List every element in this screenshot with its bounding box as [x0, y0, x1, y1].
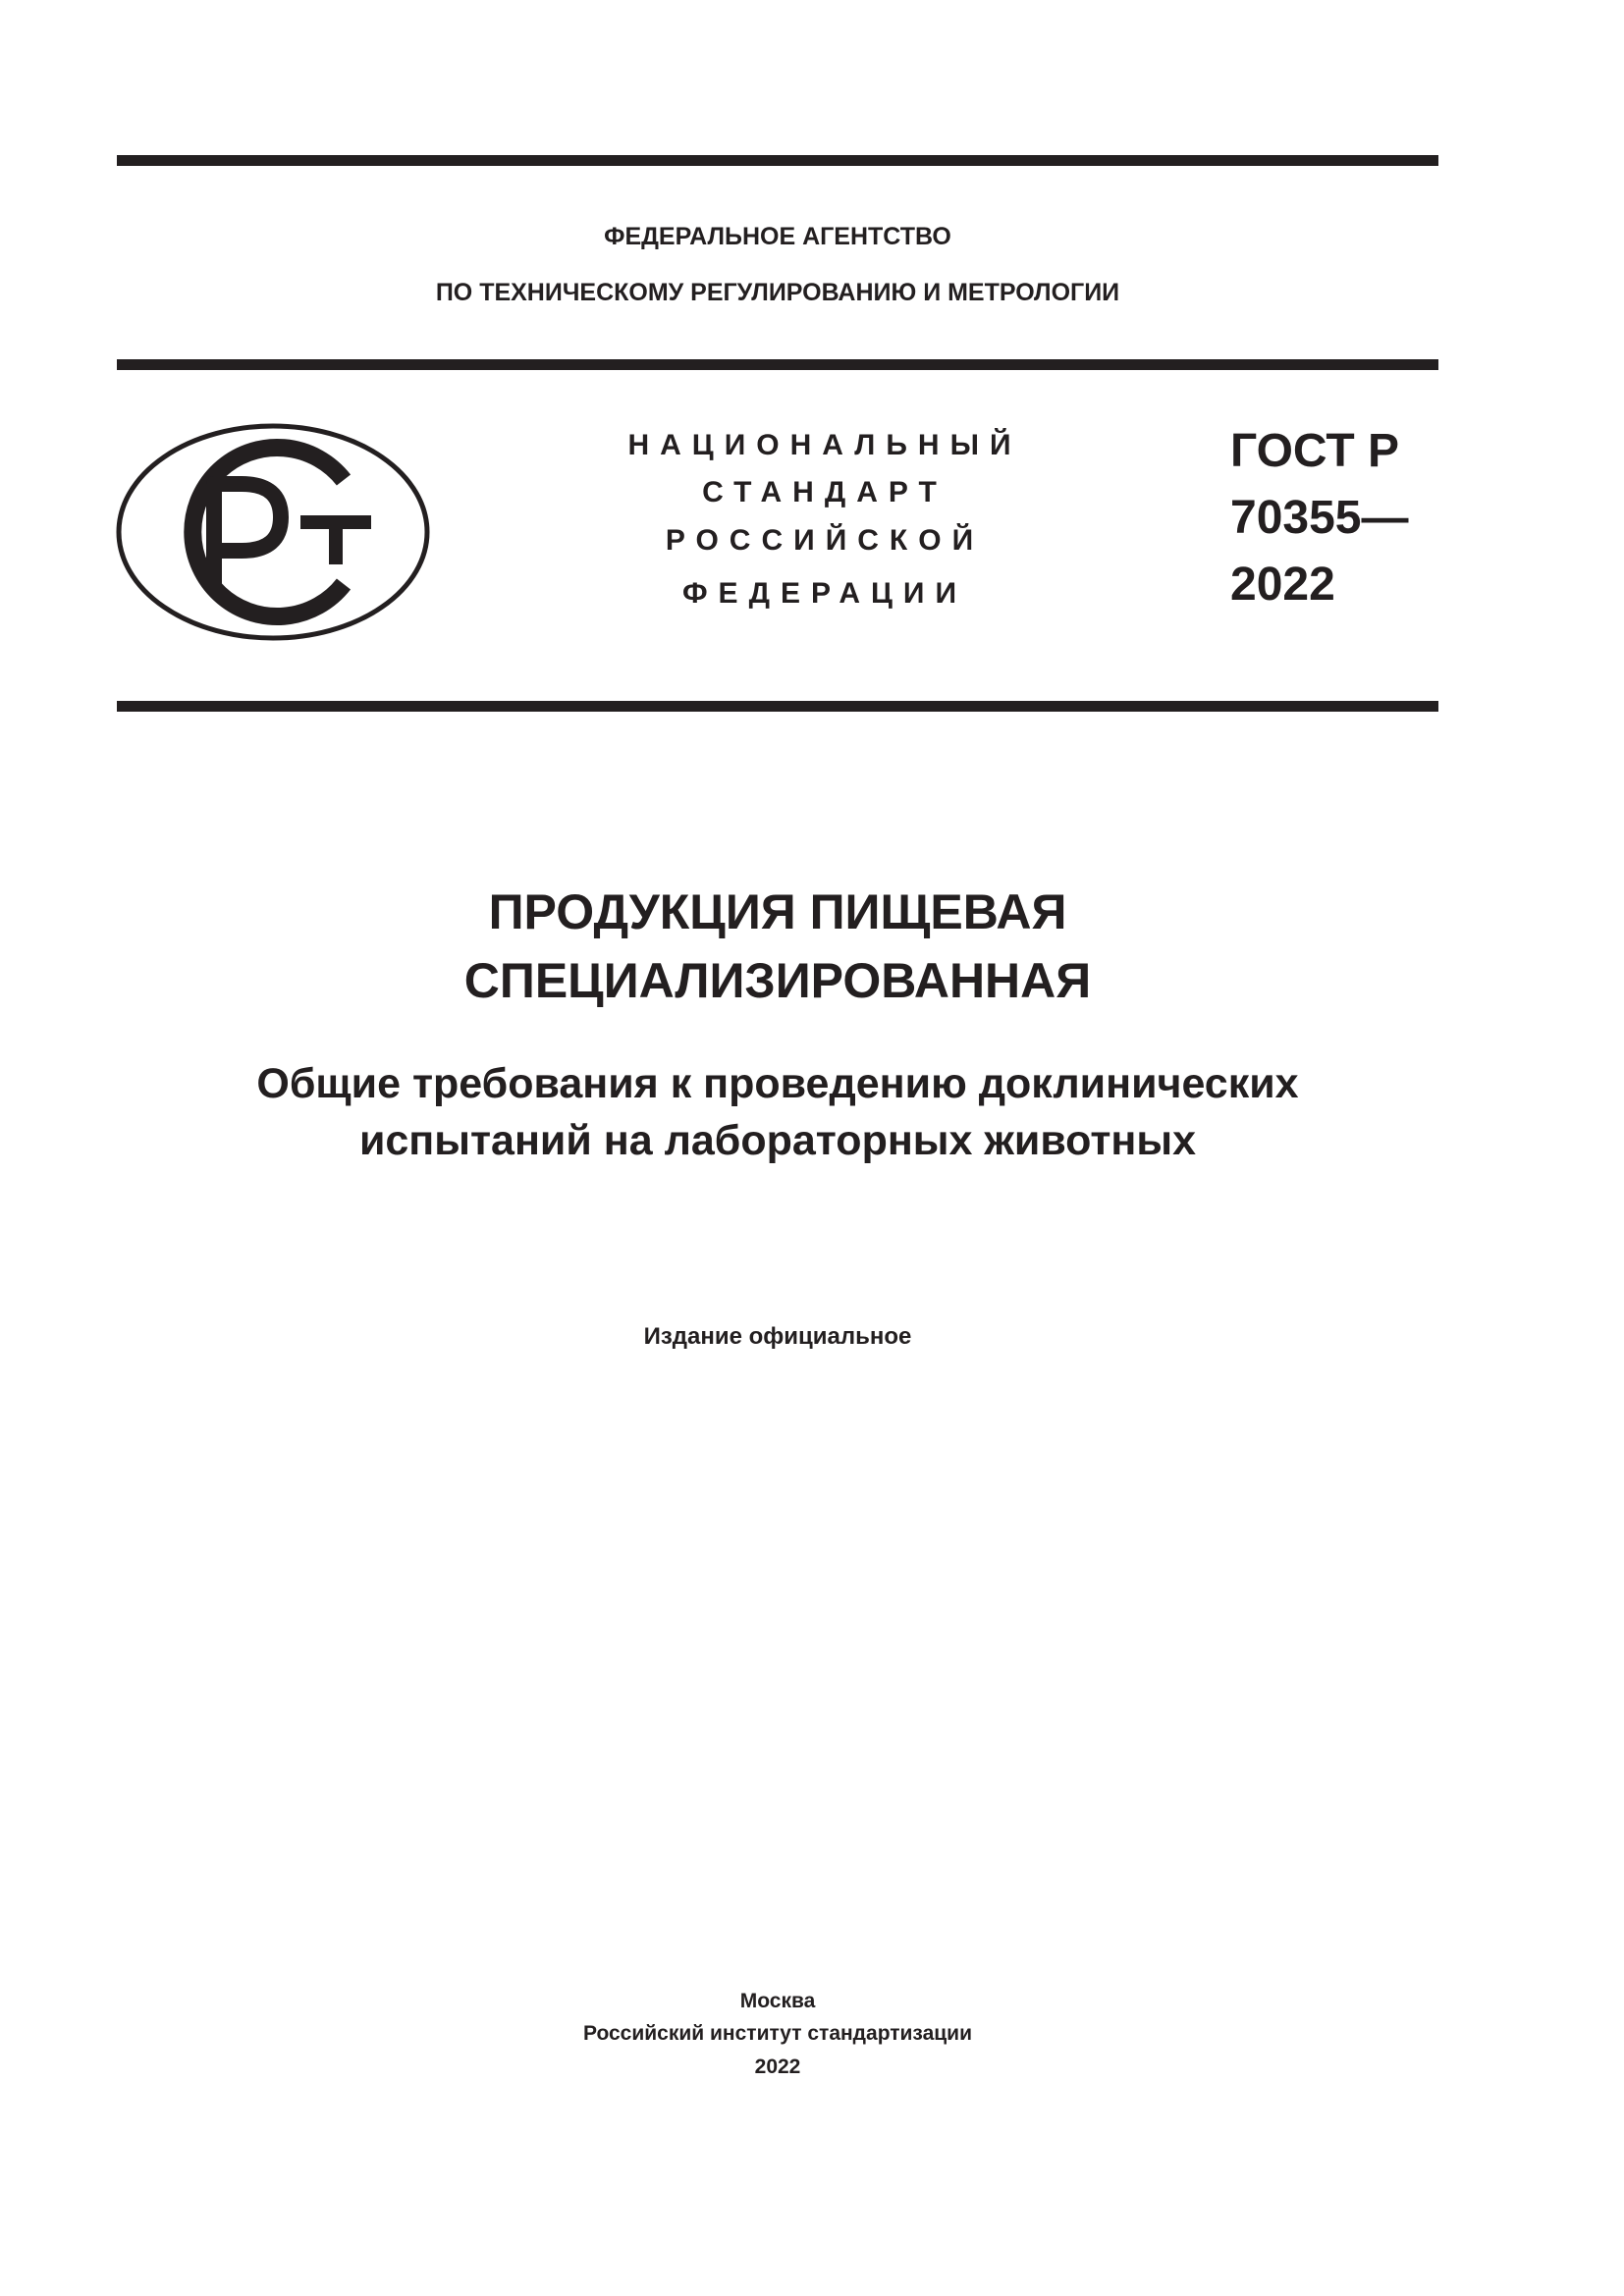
imprint-year: 2022: [754, 2056, 801, 2078]
document-subtitle-line-2: испытаний на лабораторных животных: [358, 1117, 1197, 1164]
national-standard-line-4: ФЕДЕРАЦИИ: [681, 577, 968, 610]
national-standard-line-1: НАЦИОНАЛЬНЫЙ: [627, 429, 1022, 461]
header-rule: [117, 359, 1438, 370]
standard-designation-line-1: ГОСТ Р: [1230, 425, 1400, 477]
designation-rule: [117, 701, 1438, 712]
edition-label: Издание официальное: [643, 1323, 912, 1350]
top-rule: [117, 155, 1438, 166]
document-subtitle-line-1: Общие требования к проведению доклинических: [256, 1060, 1299, 1107]
standard-designation-line-2: 70355—: [1230, 492, 1409, 544]
standard-designation-line-3: 2022: [1230, 559, 1335, 611]
national-standard-line-3: РОССИЙСКОЙ: [665, 524, 985, 557]
agency-name-line-1: ФЕДЕРАЛЬНОЕ АГЕНТСТВО: [604, 223, 951, 250]
national-standard-line-2: СТАНДАРТ: [702, 476, 947, 508]
agency-name-line-2: ПО ТЕХНИЧЕСКОМУ РЕГУЛИРОВАНИЮ И МЕТРОЛОГИИ: [435, 279, 1120, 306]
imprint-publisher: Российский институт стандартизации: [582, 2022, 973, 2045]
imprint-city: Москва: [739, 1990, 816, 2012]
rst-certification-mark-icon: [116, 423, 430, 641]
document-title-line-1: ПРОДУКЦИЯ ПИЩЕВАЯ: [488, 884, 1067, 939]
document-title-line-2: СПЕЦИАЛИЗИРОВАННАЯ: [463, 953, 1092, 1008]
